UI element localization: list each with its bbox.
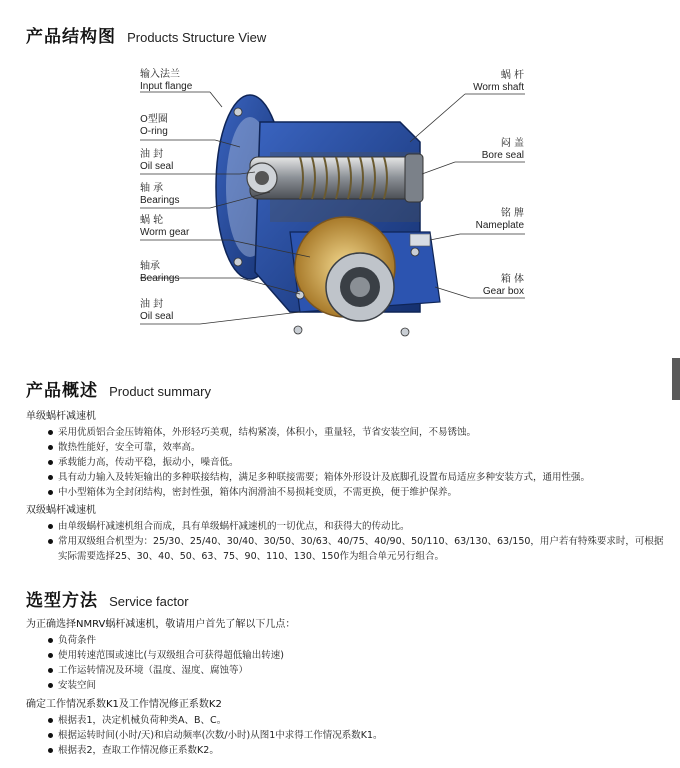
list-item: 安装空间 <box>48 678 671 693</box>
label-input-flange <box>140 69 192 93</box>
label-gear-box-zh: 箱 体 <box>500 274 524 285</box>
list-item: 根据表1，决定机械负荷种类A、B、C。 <box>48 713 671 728</box>
label-o-ring-zh: O型圈 <box>140 114 168 125</box>
double-stage-section <box>26 503 671 564</box>
service-points-list <box>26 633 671 693</box>
single-stage-title: 单级蜗杆减速机 <box>26 411 96 422</box>
label-oil-seal-bottom-zh: 油 封 <box>140 299 164 310</box>
list-item: 根据运转时间(小时/天)和启动频率(次数/小时)从图1中求得工作情况系数K1。 <box>48 728 671 743</box>
service-intro: 为正确选择NMRV蜗杆减速机，敬请用户首先了解以下几点： <box>26 619 296 630</box>
label-gear-box <box>440 274 524 298</box>
label-oil-seal-top <box>140 149 173 173</box>
list-item: 负荷条件 <box>48 633 671 648</box>
label-worm-shaft-zh: 蜗 杆 <box>500 70 524 81</box>
service-title-zh: 选型方法 <box>26 591 98 611</box>
label-bearings-top <box>140 183 179 207</box>
label-worm-gear-zh: 蜗 轮 <box>140 215 164 226</box>
label-bore-seal <box>440 138 524 162</box>
structure-title-zh: 产品结构图 <box>26 27 116 47</box>
service-intro-section <box>26 617 671 693</box>
list-item: 承载能力高，传动平稳，振动小，噪音低。 <box>48 455 671 470</box>
label-worm-shaft-en: Worm shaft <box>473 82 524 93</box>
service-title-en: Service factor <box>109 594 189 609</box>
structure-title-en: Products Structure View <box>127 30 267 45</box>
structure-heading <box>26 22 266 47</box>
gearbox-illustration <box>0 62 680 342</box>
list-item: 中小型箱体为全封闭结构，密封性强，箱体内润滑油不易损耗变质，不需更换，便于维护保养。 <box>48 485 671 500</box>
label-nameplate <box>440 208 524 232</box>
label-o-ring <box>140 114 168 138</box>
label-bearings-bottom-zh: 轴承 <box>140 261 160 272</box>
label-worm-shaft <box>440 70 524 94</box>
label-input-flange-zh: 输入法兰 <box>140 69 180 80</box>
list-item: 具有动力输入及转矩输出的多种联接结构，满足多种联接需要；箱体外形设计及底脚孔设置布局适应多种安装方式，通用性强。 <box>48 470 671 485</box>
list-item: 根据表2，查取工作情况修正系数K2。 <box>48 743 671 758</box>
service-heading <box>26 586 189 611</box>
structure-diagram <box>0 62 680 342</box>
label-o-ring-en: O-ring <box>140 126 168 137</box>
label-bearings-top-en: Bearings <box>140 195 180 206</box>
summary-heading <box>26 376 211 401</box>
determine-title: 确定工作情况系数K1及工作情况修正系数K2 <box>26 699 222 710</box>
single-stage-section <box>26 409 671 500</box>
page-side-tab <box>672 358 680 400</box>
list-item: 常用双级组合机型为：25/30、25/40、30/40、30/50、30/63、40/75、40/90、50/110、63/130、63/150，用户若有特殊要求时，可根据实际需要选择25、30、40、50、63、75、90、110、130、150作为组合单元另行组合。 <box>48 534 671 564</box>
double-stage-title: 双级蜗杆减速机 <box>26 505 96 516</box>
determine-list <box>26 713 671 758</box>
label-bearings-bottom <box>140 261 179 285</box>
summary-title-zh: 产品概述 <box>26 381 98 401</box>
label-oil-seal-top-zh: 油 封 <box>140 149 164 160</box>
list-item: 由单级蜗杆减速机组合而成，具有单级蜗杆减速机的一切优点，和获得大的传动比。 <box>48 519 671 534</box>
label-oil-seal-bottom-en: Oil seal <box>140 311 174 322</box>
label-bore-seal-zh: 闷 盖 <box>500 138 524 149</box>
label-nameplate-zh: 铭 牌 <box>500 208 524 219</box>
label-bearings-bottom-en: Bearings <box>140 273 180 284</box>
label-nameplate-en: Nameplate <box>475 220 524 231</box>
summary-title-en: Product summary <box>109 384 211 399</box>
list-item: 散热性能好，安全可靠，效率高。 <box>48 440 671 455</box>
single-stage-list <box>26 425 671 500</box>
list-item: 工作运转情况及环境（温度、湿度、腐蚀等） <box>48 663 671 678</box>
label-gear-box-en: Gear box <box>482 286 524 297</box>
list-item: 采用优质铝合金压铸箱体，外形轻巧美观，结构紧凑，体积小，重量轻，节省安装空间，不易锈蚀。 <box>48 425 671 440</box>
label-oil-seal-top-en: Oil seal <box>140 161 174 172</box>
label-input-flange-en: Input flange <box>140 81 193 92</box>
double-stage-list <box>26 519 671 564</box>
label-worm-gear <box>140 215 189 239</box>
determine-section <box>26 697 671 758</box>
label-oil-seal-bottom <box>140 299 173 323</box>
label-bearings-top-zh: 轴 承 <box>140 183 164 194</box>
label-bore-seal-en: Bore seal <box>481 150 524 161</box>
label-worm-gear-en: Worm gear <box>140 227 190 238</box>
list-item: 使用转速范围或速比(与双级组合可获得超低输出转速) <box>48 648 671 663</box>
